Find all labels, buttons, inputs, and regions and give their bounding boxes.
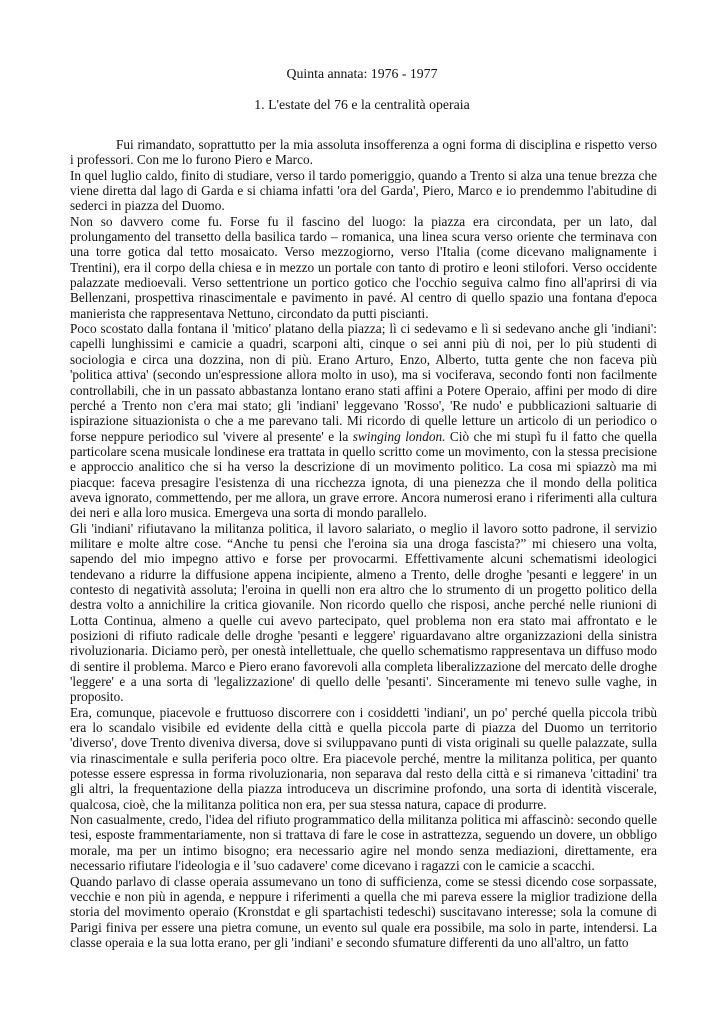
body-text: [70, 137, 657, 950]
paragraph-text: Poco scostato dalla fontana il 'mitico' platano della piazza; lì ci sedevamo e lì si sedevano anche gli 'indiani': capelli lunghissimi e camicie a quadri, scarponi alti, cinque o sei anni più di noi, per lo più studenti di sociologia e circa una dozzina, non di più. Erano Arturo, Enzo, Alberto, tutta gente che non faceva più 'politica attiva' (secondo un'espressione allora molto in uso), ma si vociferava, secondo fonti non facilmente controllabili, che in un passato abbastanza lontano erano stati affini a Potere Operaio, affini per modo di dire perché a Trento non c'era mai stato; gli 'indiani' leggevano 'Rosso', 'Re nudo' e pubblicazioni saltuarie di ispirazione situazionista o che a me parevano tali. Mi ricordo di quelle letture un articolo di un periodico o forse neppure periodico sul 'vivere al presente' e la: [70, 321, 657, 444]
chapter-heading: 1. L'estate del 76 e la centralità operaia: [254, 97, 470, 112]
paragraph: Non casualmente, credo, l'idea del rifiuto programmatico della militanza politica mi affascinò: secondo quelle tesi, esposte frammentariamente, non si trattava di fare le cose in astrattezza, seguendo un dovere, un obbligo morale, ma per un intimo bisogno; era necessario agire nel mondo senza mediazioni, direttamente, era necessario rifiutare l'ideologia e il 'suo cadavere' come dicevano i ragazzi con le camicie a scacchi.: [70, 812, 657, 874]
paragraph: Quando parlavo di classe operaia assumevano un tono di sufficienza, come se stessi dicendo cose sorpassate, vecchie e non più in agenda, e neppure i riferimenti a quella che mi pareva essere la miglior tradizione della storia del movimento operaio (Kronstdat e gli spartachisti tedeschi) suscitavano interesse; sola la comune di Parigi finiva per essere una pietra comune, un evento sul quale era possibile, ma solo in parte, intendersi. La classe operaia e la sua lotta erano, per gli 'indiani' e secondo sfumature differenti da uno all'altro, un fatto: [70, 873, 657, 950]
paragraph: In quel luglio caldo, finito di studiare, verso il tardo pomeriggio, quando a Trento si alza una tenue brezza che viene diretta dal lago di Garda e si chiama infatti 'ora del Garda', Piero, Marco e io prendemmo l'abitudine di sederci in piazza del Duomo.: [70, 167, 657, 214]
paragraph: Gli 'indiani' rifiutavano la militanza politica, il lavoro salariato, o meglio il lavoro sotto padrone, il servizio militare e molte altre cose. “Anche tu pensi che l'eroina sia una droga fascista?” mi chiesero una volta, sapendo del mio impegno attivo e forse per provocarmi. Effettivamente alcuni schematismi ideologici tendevano a ridurre la diffusione appena incipiente, almeno a Trento, delle droghe 'pesanti e leggere' in un contesto di negatività assoluta; l'eroina in quelli non era altro che lo strumento di un progetto politico della destra volto a annichilire la critica giovanile. Non ricordo quello che risposi, anche perché nelle riunioni di Lotta Continua, almeno a quelle cui avevo partecipato, quel problema non era stato mai affrontato e le posizioni di rifiuto radicale delle droghe 'pesanti e leggere' riguardavano altre organizzazioni della sinistra rivoluzionaria. Diciamo però, per onestà intellettuale, che quello schematismo rappresentava un diffuso modo di sentire il problema. Marco e Piero erano favorevoli alla completa liberalizzazione del mercato delle droghe 'leggere' e a una sorta di 'legalizzazione' di quello delle 'pesanti'. Sinceramente mi tenevo sulle vaghe, in proposito.: [70, 520, 657, 705]
paragraph: Non so davvero come fu. Forse fu il fascino del luogo: la piazza era circondata, per un lato, dal prolungamento del transetto della basilica tardo – romanica, una linea scura verso oriente che terminava con una torre gotica dal tetto mosaicato. Verso mezzogiorno, verso l'Italia (come dicevano malignamente i Trentini), era il corpo della chiesa e in mezzo un portale con tanto di protiro e leoni stilofori. Verso occidente palazzate medioevali. Verso settentrione un portico gotico che l'occhio seguiva calmo fino all'aprirsi di via Bellenzani, prospettiva rinascimentale e pavimento in pavé. Al centro di quello spazio una fontana d'epoca manierista che rappresentava Nettuno, circondato da putti piscianti.: [70, 213, 657, 321]
paragraph: [70, 321, 657, 520]
section-title: Quinta annata: 1976 - 1977: [286, 66, 438, 81]
paragraph: Fui rimandato, soprattutto per la mia assoluta insofferenza a ogni forma di disciplina e rispetto verso i professori. Con me lo furono Piero e Marco.: [70, 137, 657, 168]
paragraph-text: Ciò che mi stupì fu il fatto che quella particolare scena musicale londinese era trattata in quello scritto come un movimento, con la stessa precisione e approccio analitico che si ha verso la descrizione di un movimento politico. La cosa mi spiazzò ma mi piacque: faceva presagire l'esistenza di una ricchezza ignota, di una pienezza che il mondo della politica aveva ignorato, commettendo, per me allora, un grave errore. Ancora numerosi erano i riferimenti alla cultura dei neri e alla loro musica. Emergeva una sorta di mondo parallelo.: [70, 428, 657, 521]
paragraph: Era, comunque, piacevole e fruttuoso discorrere con i cosiddetti 'indiani', un po' perché quella piccola tribù era lo scandalo visibile ed evidente della città e quella piccola parte di piazza del Duomo un territorio 'diverso', dove Trento diveniva diversa, dove si sviluppavano punti di vista originali su quelle palazzate, sulla via rinascimentale e sulla periferia poco oltre. Era piacevole perché, mentre la militanza politica, per quanto potesse essere espressa in forma rivoluzionaria, non separava dal resto della città e si rimaneva 'cittadini' tra gli altri, la frequentazione della piazza introduceva un discrimine profondo, una sorta di identità viscerale, qualcosa, cioè, che la militanza politica non era, per sua stessa natura, capace di produrre.: [70, 704, 657, 812]
emphasized-phrase: swinging london.: [352, 428, 446, 444]
